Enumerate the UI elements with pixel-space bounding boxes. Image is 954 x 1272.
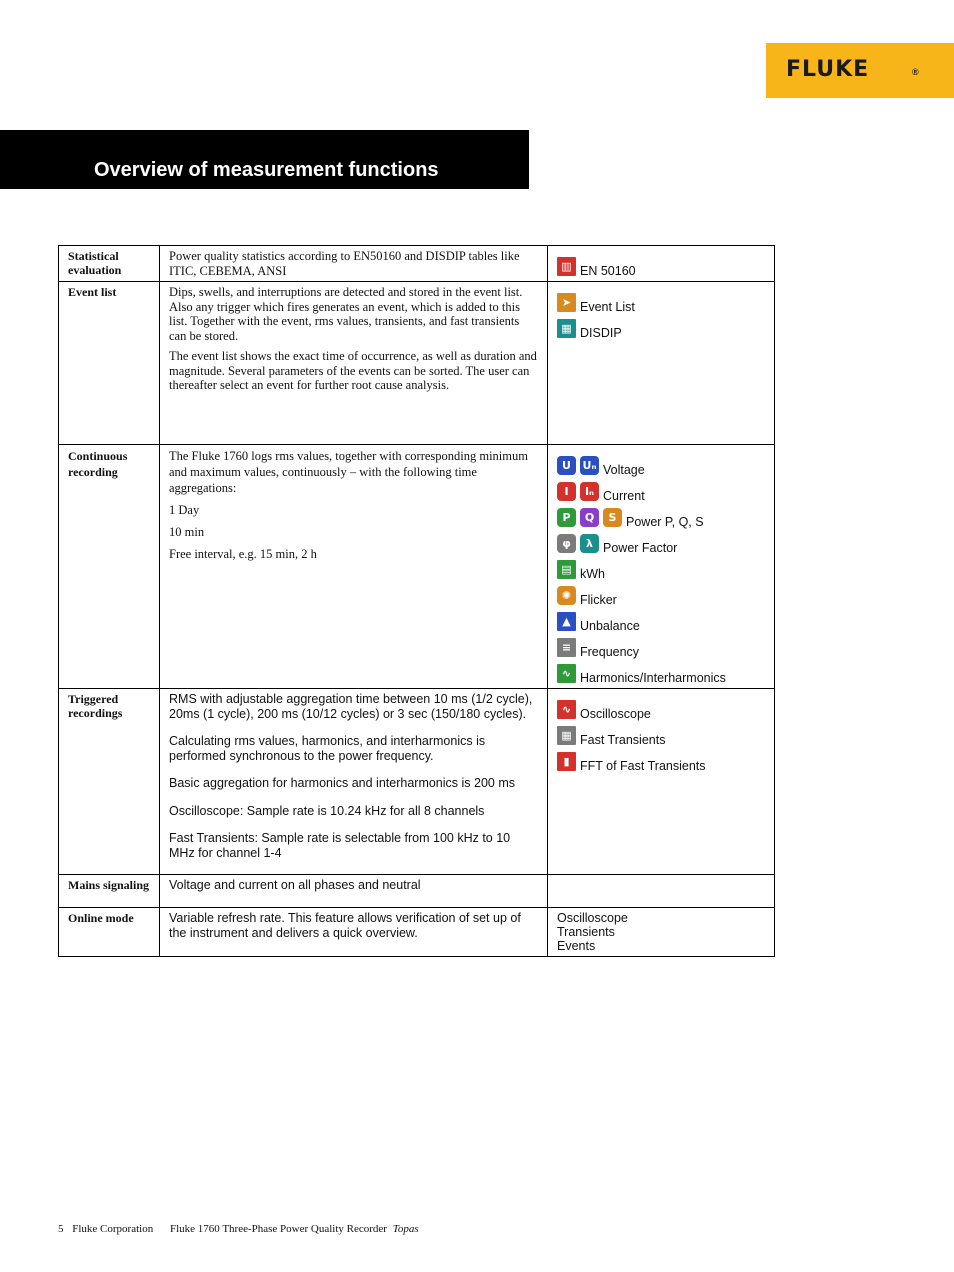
row-description <box>160 246 548 282</box>
row-functions <box>548 908 775 957</box>
row-description <box>160 445 548 689</box>
event-list-icon: ➤ <box>557 293 576 312</box>
description-paragraph: The event list shows the exact time of occurrence, as well as duration and magnitude. Several parameters of the events can be sorted. The user can thereafter select an event for further root cause analysis. <box>169 349 537 392</box>
row-functions <box>548 689 775 875</box>
kwh-icon: ▤ <box>557 560 576 579</box>
row-name-online-mode: Online mode <box>59 908 160 957</box>
row-name-triggered-recordings: Triggered recordings <box>59 689 160 875</box>
harmonics-icon: ∿ <box>557 664 576 683</box>
power-q-icon: Q <box>580 508 599 527</box>
function-oscilloscope <box>557 695 765 721</box>
function-text: Oscilloscope <box>557 911 628 925</box>
row-name-mains-signaling: Mains signaling <box>59 875 160 908</box>
table-row <box>59 282 775 445</box>
power-p-icon: P <box>557 508 576 527</box>
function-label: Current <box>603 489 645 503</box>
function-fast-transients <box>557 721 765 747</box>
oscilloscope-icon: ∿ <box>557 700 576 719</box>
fluke-logo <box>766 43 954 98</box>
function-text: Events <box>557 939 596 953</box>
function-en50160 <box>557 252 765 278</box>
function-label: Flicker <box>580 593 617 607</box>
description-paragraph: RMS with adjustable aggregation time between 10 ms (1/2 cycle), 20ms (1 cycle), 200 ms (10/12 cycles) or 3 sec (150/180 cycles). <box>169 692 533 721</box>
function-label: Harmonics/Interharmonics <box>580 671 726 685</box>
function-label: DISDIP <box>580 326 622 340</box>
function-label: Oscilloscope <box>580 707 651 721</box>
footer-product-name: Topas <box>392 1223 419 1235</box>
row-description <box>160 689 548 875</box>
table-row <box>59 689 775 875</box>
frequency-icon: ≡ <box>557 638 576 657</box>
table-row <box>59 875 775 908</box>
voltage-un-icon: Uₙ <box>580 456 599 475</box>
description-paragraph: Power quality statistics according to EN50160 and DISDIP tables like ITIC, CEBEMA, ANSI <box>169 249 520 278</box>
table-row <box>59 908 775 957</box>
fft-icon: ▮ <box>557 752 576 771</box>
function-label: FFT of Fast Transients <box>580 759 706 773</box>
description-paragraph: Oscilloscope: Sample rate is 10.24 kHz for all 8 channels <box>169 803 485 818</box>
function-label: kWh <box>580 567 605 581</box>
function-kwh <box>557 555 765 581</box>
title-bar <box>0 130 529 189</box>
row-name-event-list: Event list <box>59 282 160 445</box>
table-row <box>59 445 775 689</box>
function-frequency <box>557 633 765 659</box>
function-label: Fast Transients <box>580 733 666 747</box>
function-current <box>557 477 765 503</box>
current-in-icon: Iₙ <box>580 482 599 501</box>
function-disdip <box>557 314 765 340</box>
measurement-functions-table <box>58 245 775 957</box>
function-label: Voltage <box>603 463 645 477</box>
function-voltage <box>557 451 765 477</box>
function-label: Power P, Q, S <box>626 515 704 529</box>
function-power <box>557 503 765 529</box>
function-fft <box>557 747 765 773</box>
brand-name: FLUKE <box>786 57 870 82</box>
row-functions <box>548 282 775 445</box>
current-i-icon: I <box>557 482 576 501</box>
description-paragraph: 1 Day <box>169 503 200 517</box>
page-title: Overview of measurement functions <box>94 159 439 181</box>
description-paragraph: Free interval, e.g. 15 min, 2 h <box>169 547 317 561</box>
row-name-statistical-evaluation: Statistical evaluation <box>59 246 160 282</box>
description-paragraph: Basic aggregation for harmonics and interharmonics is 200 ms <box>169 776 516 790</box>
power-s-icon: S <box>603 508 622 527</box>
row-description <box>160 282 548 445</box>
row-name-continuous-recording: Continuous recording <box>59 445 160 689</box>
flicker-icon: ✺ <box>557 586 576 605</box>
description-paragraph: 10 min <box>169 525 205 539</box>
function-label: EN 50160 <box>580 264 636 278</box>
power-factor-lambda-icon: λ <box>580 534 599 553</box>
row-functions <box>548 246 775 282</box>
function-label: Unbalance <box>580 619 640 633</box>
footer-company: Fluke Corporation <box>72 1223 154 1235</box>
en50160-icon: ▥ <box>557 257 576 276</box>
description-paragraph: Fast Transients: Sample rate is selectable from 100 kHz to 10 MHz for channel 1-4 <box>169 831 511 860</box>
row-functions <box>548 875 775 908</box>
unbalance-icon: ▲ <box>557 612 576 631</box>
voltage-u-icon: U <box>557 456 576 475</box>
description-paragraph: The Fluke 1760 logs rms values, together with corresponding minimum and maximum values, continuously – with the following time aggregations: <box>169 449 528 495</box>
function-label: Frequency <box>580 645 640 659</box>
description-paragraph: Calculating rms values, harmonics, and interharmonics is performed synchronous to the power frequency. <box>169 734 486 763</box>
function-text: Transients <box>557 925 615 939</box>
power-factor-phi-icon: φ <box>557 534 576 553</box>
disdip-icon: ▦ <box>557 319 576 338</box>
function-label: Power Factor <box>603 541 678 555</box>
function-flicker <box>557 581 765 607</box>
function-unbalance <box>557 607 765 633</box>
row-description <box>160 908 548 957</box>
function-event-list <box>557 288 765 314</box>
description-paragraph: Variable refresh rate. This feature allows verification of set up of the instrument and delivers a quick overview. <box>169 911 521 940</box>
fast-transients-icon: ▦ <box>557 726 576 745</box>
page-footer <box>58 1223 419 1235</box>
footer-product: Fluke 1760 Three-Phase Power Quality Recorder <box>169 1223 387 1235</box>
description-paragraph: Dips, swells, and interruptions are detected and stored in the event list. Also any trigger which fires generates an event, which is added to this list. Together with the event, rms values, transients, and fast transients can be stored. <box>169 285 523 343</box>
table-row <box>59 246 775 282</box>
page-number: 5 <box>58 1223 64 1235</box>
row-description <box>160 875 548 908</box>
description-paragraph: Voltage and current on all phases and neutral <box>169 878 421 892</box>
function-label: Event List <box>580 300 635 314</box>
function-harmonics <box>557 659 765 685</box>
row-functions <box>548 445 775 689</box>
registered-mark: ® <box>912 67 919 77</box>
function-power-factor <box>557 529 765 555</box>
